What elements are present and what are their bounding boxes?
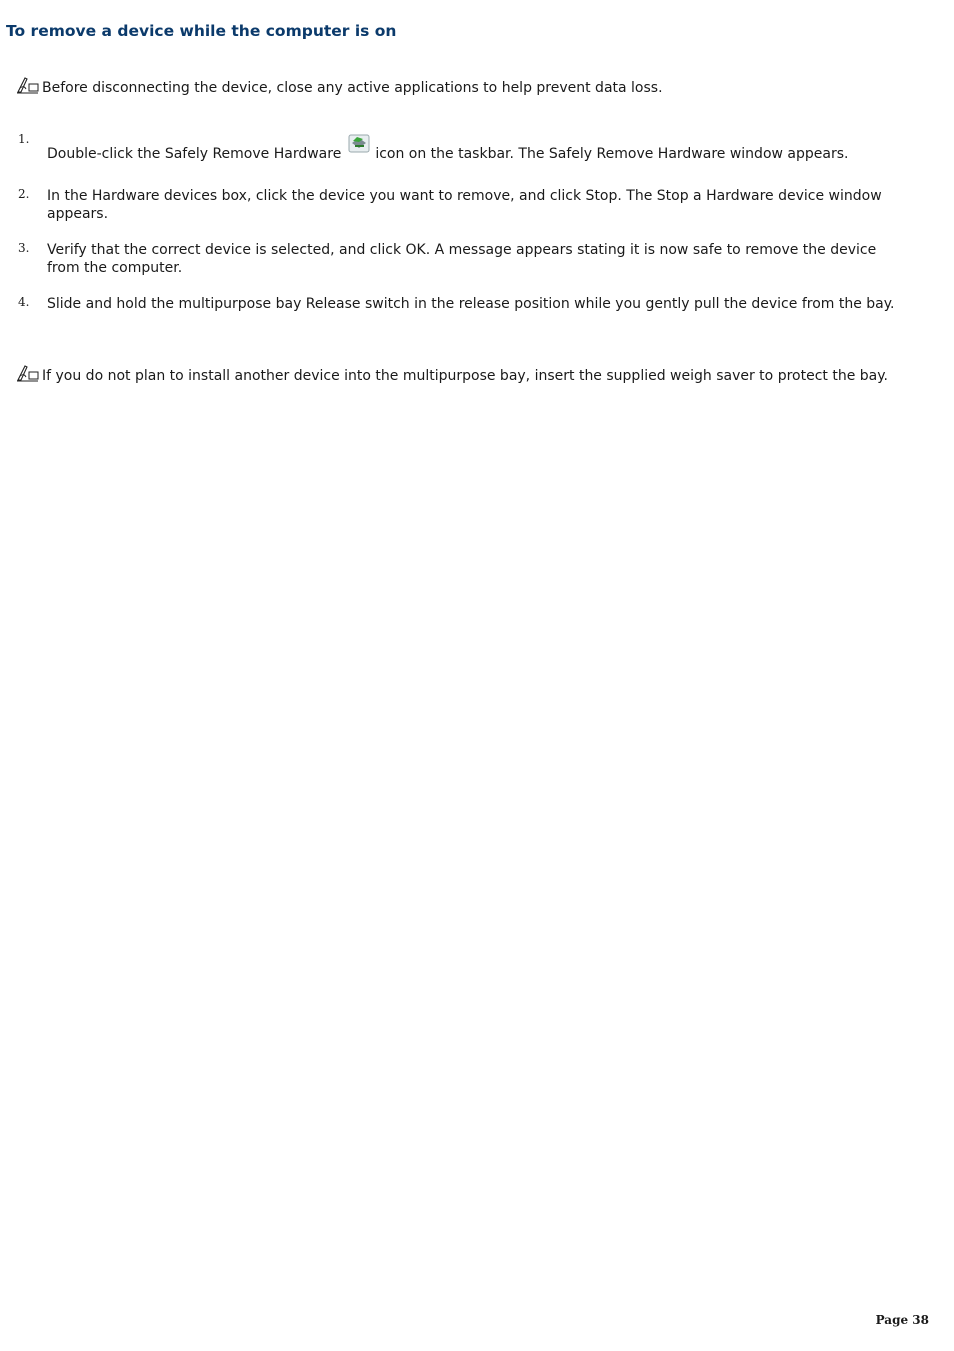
note-bottom (6, 364, 936, 384)
step-text: In the Hardware devices box, click the device you want to remove, and click Stop. The Stop a Hardware device window appears. (47, 188, 882, 222)
step-number: 1. (18, 132, 30, 146)
page-number: Page 38 (875, 1313, 929, 1327)
step-text: Double-click the Safely Remove Hardware (47, 146, 342, 162)
note-pen-icon (16, 364, 40, 382)
step-text-continued: icon on the taskbar. The Safely Remove Hardware window appears. (375, 146, 849, 162)
step-number: 3. (18, 241, 30, 255)
step-text: Slide and hold the multipurpose bay Release switch in the release position while you gently pull the device from the bay. (47, 296, 895, 312)
note-bottom-text: If you do not plan to install another device into the multipurpose bay, insert the supplied weigh saver to protect the bay. (42, 368, 888, 384)
step-text: Verify that the correct device is selected, and click OK. A message appears stating it is now safe to remove the device from the computer. (47, 242, 877, 276)
note-pen-icon (16, 76, 40, 94)
note-top (6, 76, 936, 96)
page-title: To remove a device while the computer is on (6, 22, 397, 40)
step-number: 4. (18, 295, 30, 309)
note-top-text: Before disconnecting the device, close any active applications to help prevent data loss. (42, 80, 663, 96)
safely-remove-hardware-icon (347, 132, 371, 154)
step-number: 2. (18, 187, 30, 201)
